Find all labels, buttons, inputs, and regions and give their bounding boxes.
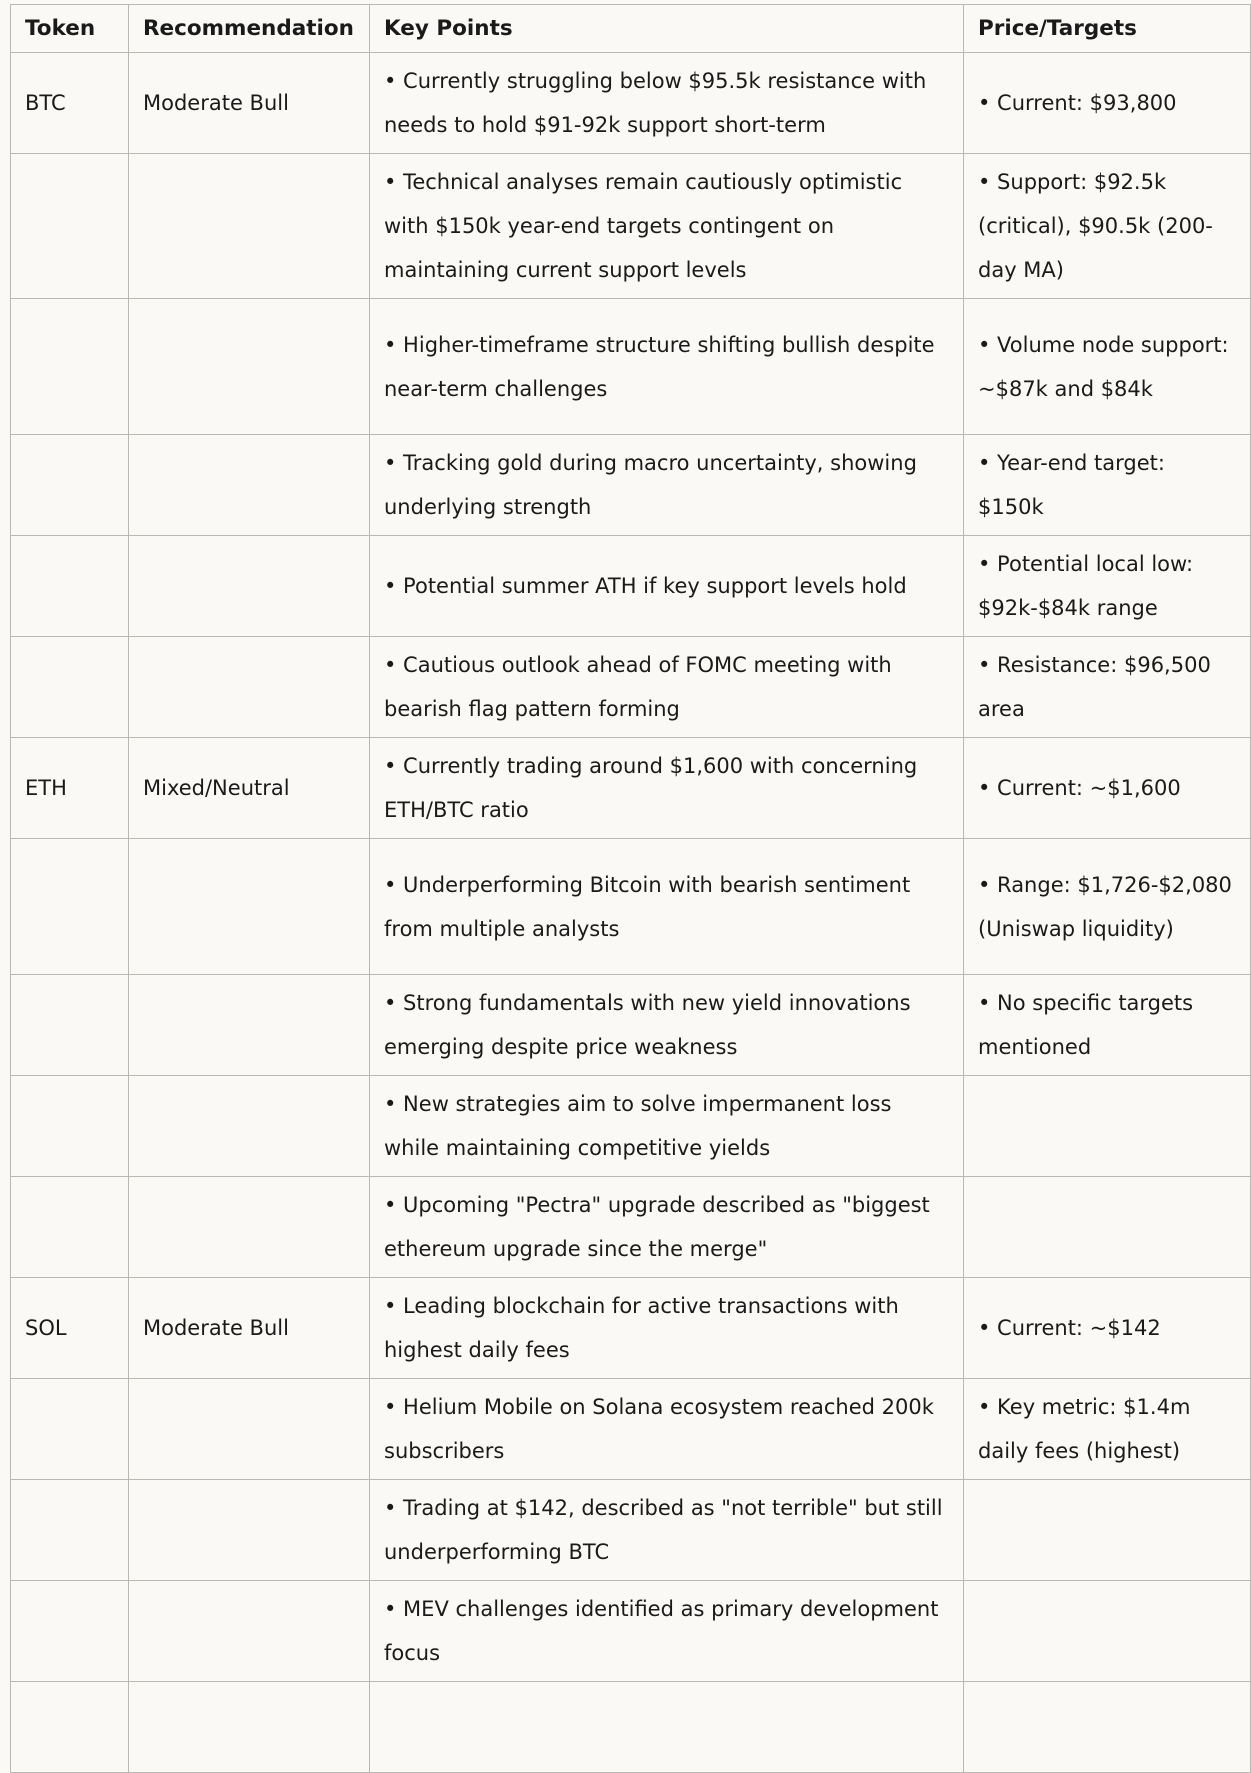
table-row (11, 435, 1251, 536)
cell-key-point: • Technical analyses remain cautiously optimistic with $150k year-end targets contingent on maintaining current support levels (370, 154, 964, 299)
cell-recommendation: Moderate Bull (129, 53, 370, 154)
cell-key-point: • Currently trading around $1,600 with concerning ETH/BTC ratio (370, 738, 964, 839)
cell-key-point: • Underperforming Bitcoin with bearish sentiment from multiple analysts (370, 839, 964, 975)
header-recommendation: Recommendation (129, 5, 370, 53)
cell-token (11, 536, 129, 637)
cell-price-target: • Current: ~$1,600 (964, 738, 1251, 839)
table-row (11, 1278, 1251, 1379)
cell-recommendation (129, 299, 370, 435)
header-price-targets: Price/Targets (964, 5, 1251, 53)
table-row (11, 154, 1251, 299)
cell-token: BTC (11, 53, 129, 154)
table-row (11, 53, 1251, 154)
table-row (11, 1682, 1251, 1773)
cell-recommendation (129, 435, 370, 536)
table-row (11, 1177, 1251, 1278)
table-row (11, 1480, 1251, 1581)
cell-key-point: • Helium Mobile on Solana ecosystem reached 200k subscribers (370, 1379, 964, 1480)
cell-token (11, 1076, 129, 1177)
cell-token (11, 1379, 129, 1480)
cell-token (11, 1581, 129, 1682)
cell-key-point: • Strong fundamentals with new yield innovations emerging despite price weakness (370, 975, 964, 1076)
token-recommendation-table (10, 4, 1251, 1773)
table-row (11, 1581, 1251, 1682)
cell-recommendation (129, 839, 370, 975)
cell-token (11, 1177, 129, 1278)
table-row (11, 536, 1251, 637)
cell-token (11, 637, 129, 738)
cell-price-target: • Resistance: $96,500 area (964, 637, 1251, 738)
cell-key-point: • New strategies aim to solve impermanent loss while maintaining competitive yields (370, 1076, 964, 1177)
cell-key-point: • Leading blockchain for active transactions with highest daily fees (370, 1278, 964, 1379)
cell-key-point: • Currently struggling below $95.5k resistance with needs to hold $91-92k support short-term (370, 53, 964, 154)
cell-key-point: • MEV challenges identified as primary development focus (370, 1581, 964, 1682)
cell-price-target: • Volume node support: ~$87k and $84k (964, 299, 1251, 435)
cell-recommendation (129, 1379, 370, 1480)
table-row (11, 637, 1251, 738)
cell-token (11, 154, 129, 299)
cell-recommendation: Moderate Bull (129, 1278, 370, 1379)
table-row (11, 738, 1251, 839)
cell-price-target (964, 1682, 1251, 1773)
cell-key-point (370, 1682, 964, 1773)
cell-price-target: • No specific targets mentioned (964, 975, 1251, 1076)
cell-price-target (964, 1076, 1251, 1177)
cell-key-point: • Tracking gold during macro uncertainty, showing underlying strength (370, 435, 964, 536)
cell-token (11, 975, 129, 1076)
table-container (10, 4, 1236, 1665)
table-row (11, 975, 1251, 1076)
table-row (11, 1379, 1251, 1480)
header-token: Token (11, 5, 129, 53)
cell-token (11, 1480, 129, 1581)
table-row (11, 839, 1251, 975)
header-key-points: Key Points (370, 5, 964, 53)
cell-price-target: • Current: $93,800 (964, 53, 1251, 154)
cell-key-point: • Upcoming "Pectra" upgrade described as "biggest ethereum upgrade since the merge" (370, 1177, 964, 1278)
cell-token: SOL (11, 1278, 129, 1379)
cell-recommendation (129, 1177, 370, 1278)
cell-price-target: • Key metric: $1.4m daily fees (highest) (964, 1379, 1251, 1480)
cell-recommendation (129, 1480, 370, 1581)
cell-token (11, 839, 129, 975)
cell-price-target: • Potential local low: $92k-$84k range (964, 536, 1251, 637)
cell-token: ETH (11, 738, 129, 839)
cell-key-point: • Potential summer ATH if key support levels hold (370, 536, 964, 637)
cell-price-target: • Current: ~$142 (964, 1278, 1251, 1379)
cell-price-target: • Support: $92.5k (critical), $90.5k (200-day MA) (964, 154, 1251, 299)
cell-recommendation (129, 1682, 370, 1773)
cell-key-point: • Higher-timeframe structure shifting bullish despite near-term challenges (370, 299, 964, 435)
cell-token (11, 299, 129, 435)
cell-recommendation (129, 637, 370, 738)
cell-key-point: • Cautious outlook ahead of FOMC meeting with bearish flag pattern forming (370, 637, 964, 738)
cell-recommendation (129, 1581, 370, 1682)
cell-recommendation (129, 1076, 370, 1177)
cell-token (11, 1682, 129, 1773)
cell-recommendation (129, 975, 370, 1076)
cell-key-point: • Trading at $142, described as "not terrible" but still underperforming BTC (370, 1480, 964, 1581)
cell-recommendation (129, 536, 370, 637)
cell-recommendation: Mixed/Neutral (129, 738, 370, 839)
table-row (11, 1076, 1251, 1177)
cell-price-target (964, 1581, 1251, 1682)
cell-recommendation (129, 154, 370, 299)
table-header-row (11, 5, 1251, 53)
cell-price-target (964, 1177, 1251, 1278)
cell-price-target: • Range: $1,726-$2,080 (Uniswap liquidity) (964, 839, 1251, 975)
table-row (11, 299, 1251, 435)
cell-token (11, 435, 129, 536)
cell-price-target: • Year-end target: $150k (964, 435, 1251, 536)
cell-price-target (964, 1480, 1251, 1581)
